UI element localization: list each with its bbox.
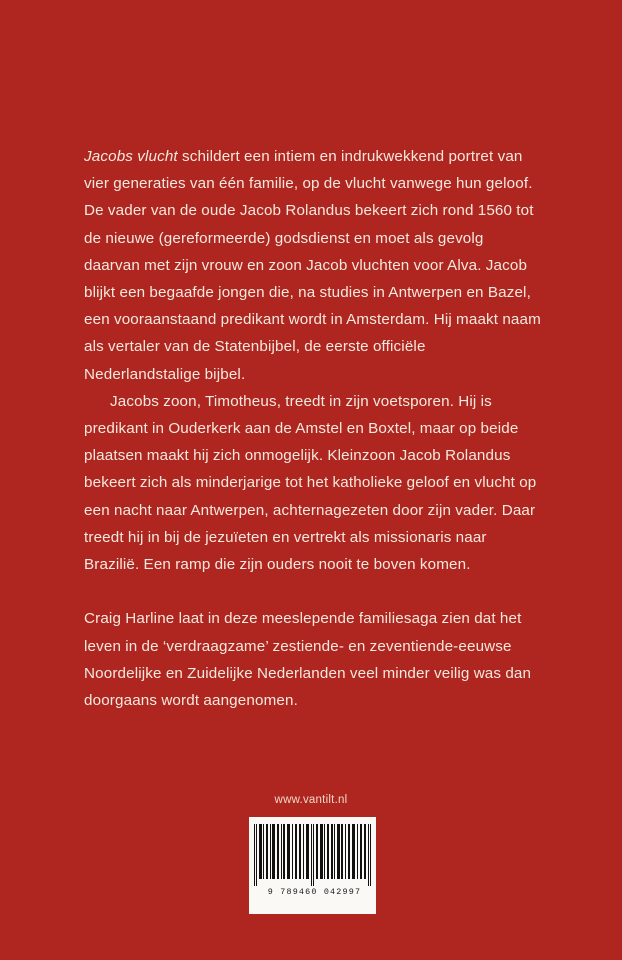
- barcode-bar: [256, 824, 257, 886]
- barcode-bar: [283, 824, 285, 879]
- barcode-bar: [357, 824, 358, 879]
- barcode-bar: [306, 824, 309, 879]
- barcode-bar: [287, 824, 290, 879]
- barcode-bar: [320, 824, 323, 879]
- barcode-bar: [360, 824, 362, 879]
- barcode-bar: [263, 824, 264, 879]
- barcode-bar: [352, 824, 355, 879]
- barcode-bar: [348, 824, 350, 879]
- barcode-bars: [254, 824, 371, 886]
- isbn-barcode: [249, 817, 376, 914]
- barcode-bar: [337, 824, 340, 879]
- blurb-paragraph-1: [84, 143, 542, 388]
- barcode-bar: [270, 824, 271, 879]
- blurb-paragraph-1-rest: schildert een intiem en indrukwekkend portret van vier generaties van één familie, op de vlucht vanwege hun geloof. De vader van de oude Jacob Rolandus bekeert zich rond 1560 tot de nieuwe (gereformeerde) godsdienst en moet als gevolg daarvan met zijn vrouw en zoon Jacob vluchten voor Alva. Jacob blijkt een begaafde jongen die, na studies in Antwerpen en Bazel, een vooraanstaand predikant wordt in Amsterdam. Hij maakt naam als vertaler van de Statenbijbel, de eerste officiële Nederlandstalige bijbel.: [84, 148, 541, 383]
- barcode-bar: [324, 824, 325, 879]
- barcode-bar: [254, 824, 255, 886]
- blurb-paragraph-2: Jacobs zoon, Timotheus, treedt in zijn voetsporen. Hij is predikant in Ouderkerk aan de Amstel en Boxtel, maar op beide plaatsen maakt hij zich onmogelijk. Kleinzoon Jacob Rolandus bekeert zich als minderjarige tot het katholieke geloof en vlucht op een nacht naar Antwerpen, achternagezeten door zijn vader. Daar treedt hij in bij de jezuïeten en vertrekt als missionaris naar Brazilië. Een ramp die zijn ouders nooit te boven komen.: [84, 392, 537, 574]
- book-title-italic: Jacobs vlucht: [84, 148, 178, 165]
- barcode-bar: [368, 824, 369, 886]
- barcode-bar: [277, 824, 279, 879]
- barcode-bar: [299, 824, 301, 879]
- barcode-bar: [316, 824, 318, 879]
- barcode-bar: [341, 824, 343, 879]
- paragraph-spacer: [84, 578, 542, 605]
- publisher-website[interactable]: www.vantilt.nl: [274, 794, 348, 806]
- barcode-bar: [281, 824, 282, 879]
- barcode-bar: [313, 824, 314, 886]
- isbn-digits: 9 789460 042997: [267, 887, 362, 897]
- barcode-bar: [295, 824, 297, 879]
- barcode-bar: [303, 824, 304, 879]
- barcode-bar: [311, 824, 312, 886]
- barcode-bar: [334, 824, 335, 879]
- barcode-bar: [345, 824, 346, 879]
- barcode-bar: [259, 824, 262, 879]
- barcode-bar: [292, 824, 293, 879]
- barcode-bar: [272, 824, 275, 879]
- barcode-bar: [327, 824, 329, 879]
- barcode-bar: [331, 824, 333, 879]
- blurb-text-block: [84, 143, 542, 714]
- barcode-bar: [370, 824, 371, 886]
- barcode-bar: [266, 824, 268, 879]
- blurb-paragraph-3: Craig Harline laat in deze meeslepende familiesaga zien dat het leven in de ‘verdraagzame’ zestiende- en zeventiende-eeuwse Noordelijke en Zuidelijke Nederlanden veel minder veilig was dan doorgaans wordt aangenomen.: [84, 610, 532, 710]
- barcode-bar: [364, 824, 366, 879]
